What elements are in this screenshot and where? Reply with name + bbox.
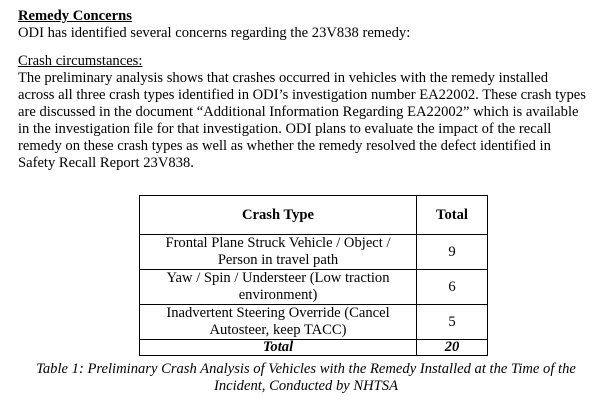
paragraph-line: in the investigation file for that investigation. ODI plans to evaluate the impact of the recall <box>18 121 552 137</box>
paragraph-line: are discussed in the document “Additional Information Regarding EA22002” which is available <box>18 104 579 120</box>
grand-total-cell: 20 <box>417 340 488 356</box>
table-row <box>140 305 488 340</box>
table-header-row <box>140 196 488 235</box>
crash-type-line: Yaw / Spin / Understeer (Low traction <box>166 270 390 286</box>
table-row <box>140 270 488 305</box>
total-cell: 9 <box>417 235 488 270</box>
paragraph-line: across all three crash types identified in ODI’s investigation number EA22002. These crash types <box>18 87 586 103</box>
caption-line: Incident, Conducted by NHTSA <box>213 378 398 394</box>
table-row <box>140 235 488 270</box>
total-label-cell: Total <box>140 340 417 356</box>
table-caption <box>18 361 594 395</box>
document-body <box>18 8 603 172</box>
crash-type-line: Inadvertent Steering Override (Cancel <box>166 305 390 321</box>
paragraph-line: remedy on these crash types as well as whether the remedy resolved the defect identified in <box>18 138 551 154</box>
header-total: Total <box>417 196 488 235</box>
intro-text: ODI has identified several concerns regarding the 23V838 remedy: <box>18 25 411 41</box>
crash-type-line: environment) <box>238 287 318 303</box>
total-cell: 6 <box>417 270 488 305</box>
crash-type-cell <box>140 305 417 340</box>
crash-type-line: Frontal Plane Struck Vehicle / Object / <box>165 235 391 251</box>
total-cell: 5 <box>417 305 488 340</box>
crash-type-line: Person in travel path <box>217 252 339 268</box>
paragraph-line: The preliminary analysis shows that crashes occurred in vehicles with the remedy installed <box>18 70 549 86</box>
crash-type-line: Autosteer, keep TACC) <box>209 322 347 338</box>
paragraph-line: Safety Recall Report 23V838. <box>18 155 194 171</box>
table-total-row <box>140 340 488 356</box>
paragraph <box>18 70 603 172</box>
caption-line: Table 1: Preliminary Crash Analysis of Vehicles with the Remedy Installed at the Time of the <box>36 361 576 377</box>
section-heading: Remedy Concerns <box>18 8 132 24</box>
crash-type-cell <box>140 235 417 270</box>
crash-type-cell <box>140 270 417 305</box>
subheading: Crash circumstances: <box>18 53 143 69</box>
header-crash-type: Crash Type <box>140 196 417 235</box>
crash-table <box>139 195 488 356</box>
